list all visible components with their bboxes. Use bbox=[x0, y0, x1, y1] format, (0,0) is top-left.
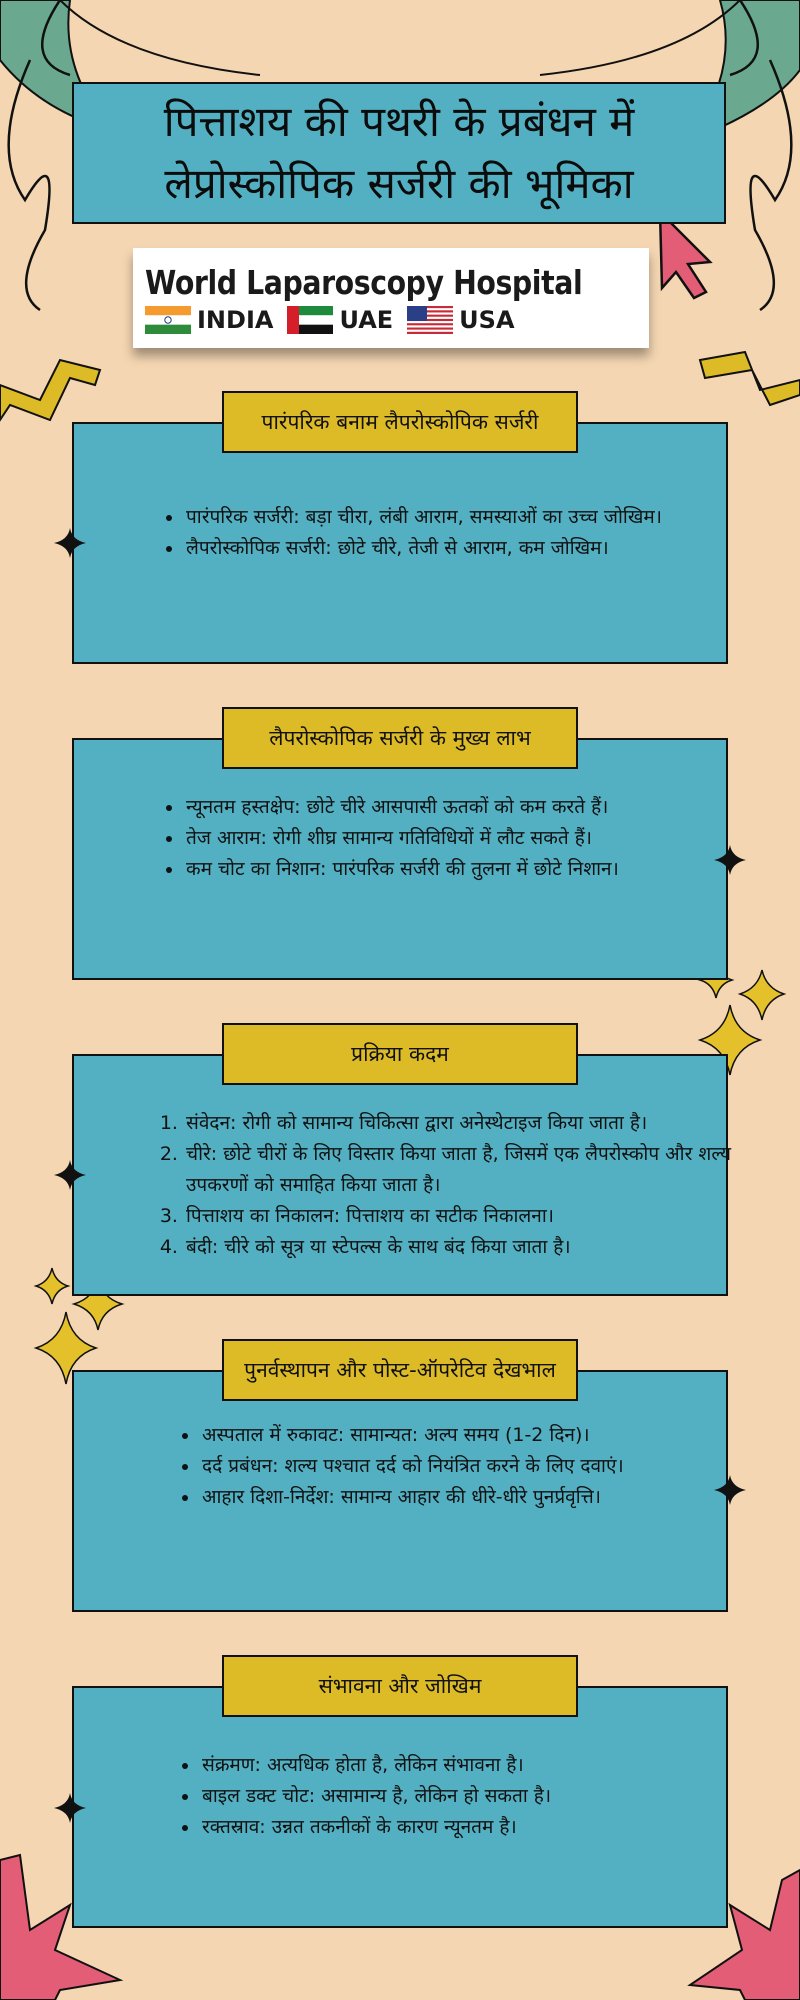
section-risks bbox=[72, 1686, 728, 1928]
uae-flag-icon bbox=[287, 306, 333, 334]
hospital-logo bbox=[133, 248, 649, 348]
zigzag-right bbox=[700, 352, 800, 405]
india-flag-icon bbox=[145, 306, 191, 334]
list-item: • संक्रमण: अत्यधिक होता है, लेकिन संभावना है। bbox=[200, 1750, 630, 1781]
curve-top-middle bbox=[60, 0, 740, 75]
section-list bbox=[144, 1108, 750, 1263]
list-item: 1. संवेदन: रोगी को सामान्य चिकित्सा द्वारा अनेस्थेटाइज किया जाता है। bbox=[184, 1108, 750, 1139]
curve-top-left bbox=[9, 0, 70, 310]
section-list bbox=[144, 792, 744, 885]
cursor-arrow-icon bbox=[660, 212, 710, 298]
list-item: • दर्द प्रबंधन: शल्य पश्चात दर्द को नियंत्रित करने के लिए दवाएं। bbox=[200, 1451, 650, 1482]
section-traditional-vs-laparoscopic bbox=[72, 422, 728, 664]
section-procedure-steps bbox=[72, 1054, 732, 1296]
page-title bbox=[140, 91, 659, 215]
list-item: • आहार दिशा-निर्देश: सामान्य आहार की धीरे-धीरे पुनर्प्रवृत्ति। bbox=[200, 1482, 650, 1513]
zigzag-left bbox=[0, 360, 100, 420]
list-item: • रक्तस्राव: उन्नत तकनीकों के कारण न्यूनतम है। bbox=[200, 1812, 630, 1843]
section-heading: लैपरोस्कोपिक सर्जरी के मुख्य लाभ bbox=[222, 707, 578, 769]
title-line-1: पित्ताशय की पथरी के प्रबंधन में bbox=[163, 97, 635, 146]
section-heading: पारंपरिक बनाम लैपरोस्कोपिक सर्जरी bbox=[222, 391, 578, 453]
section-list bbox=[144, 502, 674, 564]
curve-top-right bbox=[730, 0, 791, 310]
list-item: 3. पित्ताशय का निकालन: पित्ताशय का सटीक निकालना। bbox=[184, 1201, 750, 1232]
section-list bbox=[160, 1750, 630, 1843]
list-item: • अस्पताल में रुकावट: सामान्यत: अल्प समय (1-2 दिन)। bbox=[200, 1420, 650, 1451]
country-label: INDIA bbox=[197, 305, 274, 334]
list-item: • बाइल डक्ट चोट: असामान्य है, लेकिन हो सकता है। bbox=[200, 1781, 630, 1812]
section-heading: प्रक्रिया कदम bbox=[222, 1023, 578, 1085]
list-item: • कम चोट का निशान: पारंपरिक सर्जरी की तुलना में छोटे निशान। bbox=[184, 854, 744, 885]
title-banner bbox=[72, 82, 726, 224]
section-list bbox=[160, 1420, 650, 1513]
list-item: • लैपरोस्कोपिक सर्जरी: छोटे चीरे, तेजी से आराम, कम जोखिम। bbox=[184, 533, 674, 564]
title-line-2: लेप्रोस्कोपिक सर्जरी की भूमिका bbox=[164, 159, 634, 208]
usa-flag-icon bbox=[407, 306, 453, 334]
section-key-benefits bbox=[72, 738, 728, 980]
country-label: UAE bbox=[339, 305, 394, 334]
hospital-name: World Laparoscopy Hospital bbox=[145, 262, 583, 302]
section-recovery-postop-care bbox=[72, 1370, 728, 1612]
star-icon bbox=[740, 970, 784, 1020]
section-heading: संभावना और जोखिम bbox=[222, 1655, 578, 1717]
list-item: • तेज आराम: रोगी शीघ्र सामान्य गतिविधियों में लौट सकते हैं। bbox=[184, 823, 744, 854]
country-label: USA bbox=[459, 305, 515, 334]
section-heading: पुनर्वस्थापन और पोस्ट-ऑपरेटिव देखभाल bbox=[222, 1339, 578, 1401]
list-item: 2. चीरे: छोटे चीरों के लिए विस्तार किया जाता है, जिसमें एक लैपरोस्कोप और शल्य उपकरणों को समाहित किया जाता है। bbox=[184, 1139, 750, 1201]
list-item: • पारंपरिक सर्जरी: बड़ा चीरा, लंबी आराम, समस्याओं का उच्च जोखिम। bbox=[184, 502, 674, 533]
list-item: • न्यूनतम हस्तक्षेप: छोटे चीरे आसपासी ऊतकों को कम करते हैं। bbox=[184, 792, 744, 823]
list-item: 4. बंदी: चीरे को सूत्र या स्टेपल्स के साथ बंद किया जाता है। bbox=[184, 1232, 750, 1263]
star-icon bbox=[36, 1268, 68, 1304]
